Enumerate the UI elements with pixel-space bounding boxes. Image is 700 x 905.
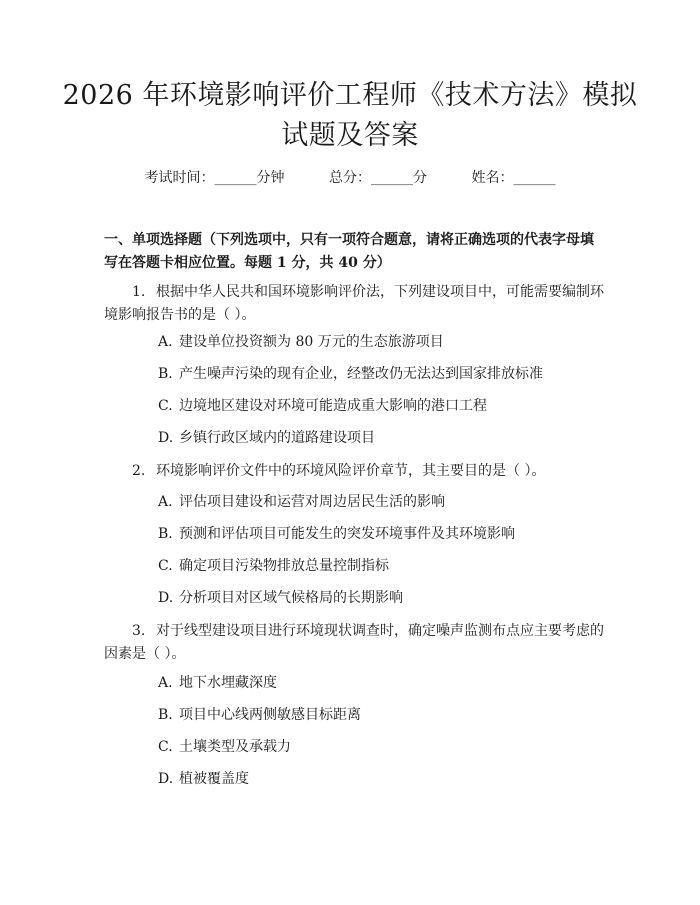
- exam-total-score: 总分：______分: [329, 170, 427, 186]
- exam-meta: [0, 168, 700, 188]
- option-3b: [158, 705, 608, 725]
- option-letter: A.: [158, 494, 173, 510]
- question-text: 环境影响评价文件中的环境风险评价章节，其主要目的是（ ）。: [156, 463, 546, 479]
- option-2d: [158, 588, 608, 608]
- option-text: 土壤类型及承载力: [179, 739, 291, 755]
- question-3: [104, 620, 604, 666]
- option-1b: [158, 364, 608, 384]
- exam-time: 考试时间：______分钟: [144, 170, 285, 186]
- option-1c: [158, 396, 608, 416]
- option-letter: C.: [158, 398, 173, 414]
- option-3d: [158, 769, 608, 789]
- option-text: 边境地区建设对环境可能造成重大影响的港口工程: [179, 398, 487, 414]
- option-letter: D.: [158, 590, 174, 606]
- question-number: 3.: [132, 623, 146, 639]
- question-text: 对于线型建设项目进行环境现状调查时，确定噪声监测布点应主要考虑的因素是（ ）。: [104, 623, 604, 662]
- question-2: [104, 460, 604, 483]
- exam-name: 姓名：______: [471, 170, 556, 186]
- option-text: 植被覆盖度: [179, 771, 249, 787]
- option-text: 项目中心线两侧敏感目标距离: [179, 707, 361, 723]
- option-letter: B.: [158, 366, 173, 382]
- option-text: 产生噪声污染的现有企业，经整改仍无法达到国家排放标准: [179, 366, 543, 382]
- option-1d: [158, 428, 608, 448]
- question-1: [104, 281, 604, 327]
- option-2c: [158, 556, 608, 576]
- option-letter: C.: [158, 558, 173, 574]
- option-text: 评估项目建设和运营对周边居民生活的影响: [179, 494, 445, 510]
- question-text: 根据中华人民共和国环境影响评价法，下列建设项目中，可能需要编制环境影响报告书的是（ ）。: [104, 284, 604, 323]
- option-letter: B.: [158, 526, 173, 542]
- option-text: 分析项目对区域气候格局的长期影响: [179, 590, 403, 606]
- option-letter: C.: [158, 739, 173, 755]
- option-text: 确定项目污染物排放总量控制指标: [179, 558, 389, 574]
- option-3c: [158, 737, 608, 757]
- question-number: 1.: [132, 284, 146, 300]
- option-letter: D.: [158, 430, 174, 446]
- option-text: 预测和评估项目可能发生的突发环境事件及其环境影响: [179, 526, 515, 542]
- option-2a: [158, 492, 608, 512]
- option-letter: D.: [158, 771, 174, 787]
- option-text: 乡镇行政区域内的道路建设项目: [179, 430, 375, 446]
- option-2b: [158, 524, 608, 544]
- document-title: 2026 年环境影响评价工程师《技术方法》模拟试题及答案: [62, 80, 638, 151]
- option-1a: [158, 332, 608, 352]
- section-heading: 一、单项选择题（下列选项中，只有一项符合题意，请将正确选项的代表字母填写在答题卡相应位置。每题 1 分，共 40 分）: [104, 232, 594, 271]
- question-number: 2.: [132, 463, 146, 479]
- option-letter: A.: [158, 675, 173, 691]
- option-3a: [158, 673, 608, 693]
- option-text: 地下水埋藏深度: [179, 675, 277, 691]
- option-text: 建设单位投资额为 80 万元的生态旅游项目: [179, 334, 444, 350]
- option-letter: B.: [158, 707, 173, 723]
- option-letter: A.: [158, 334, 173, 350]
